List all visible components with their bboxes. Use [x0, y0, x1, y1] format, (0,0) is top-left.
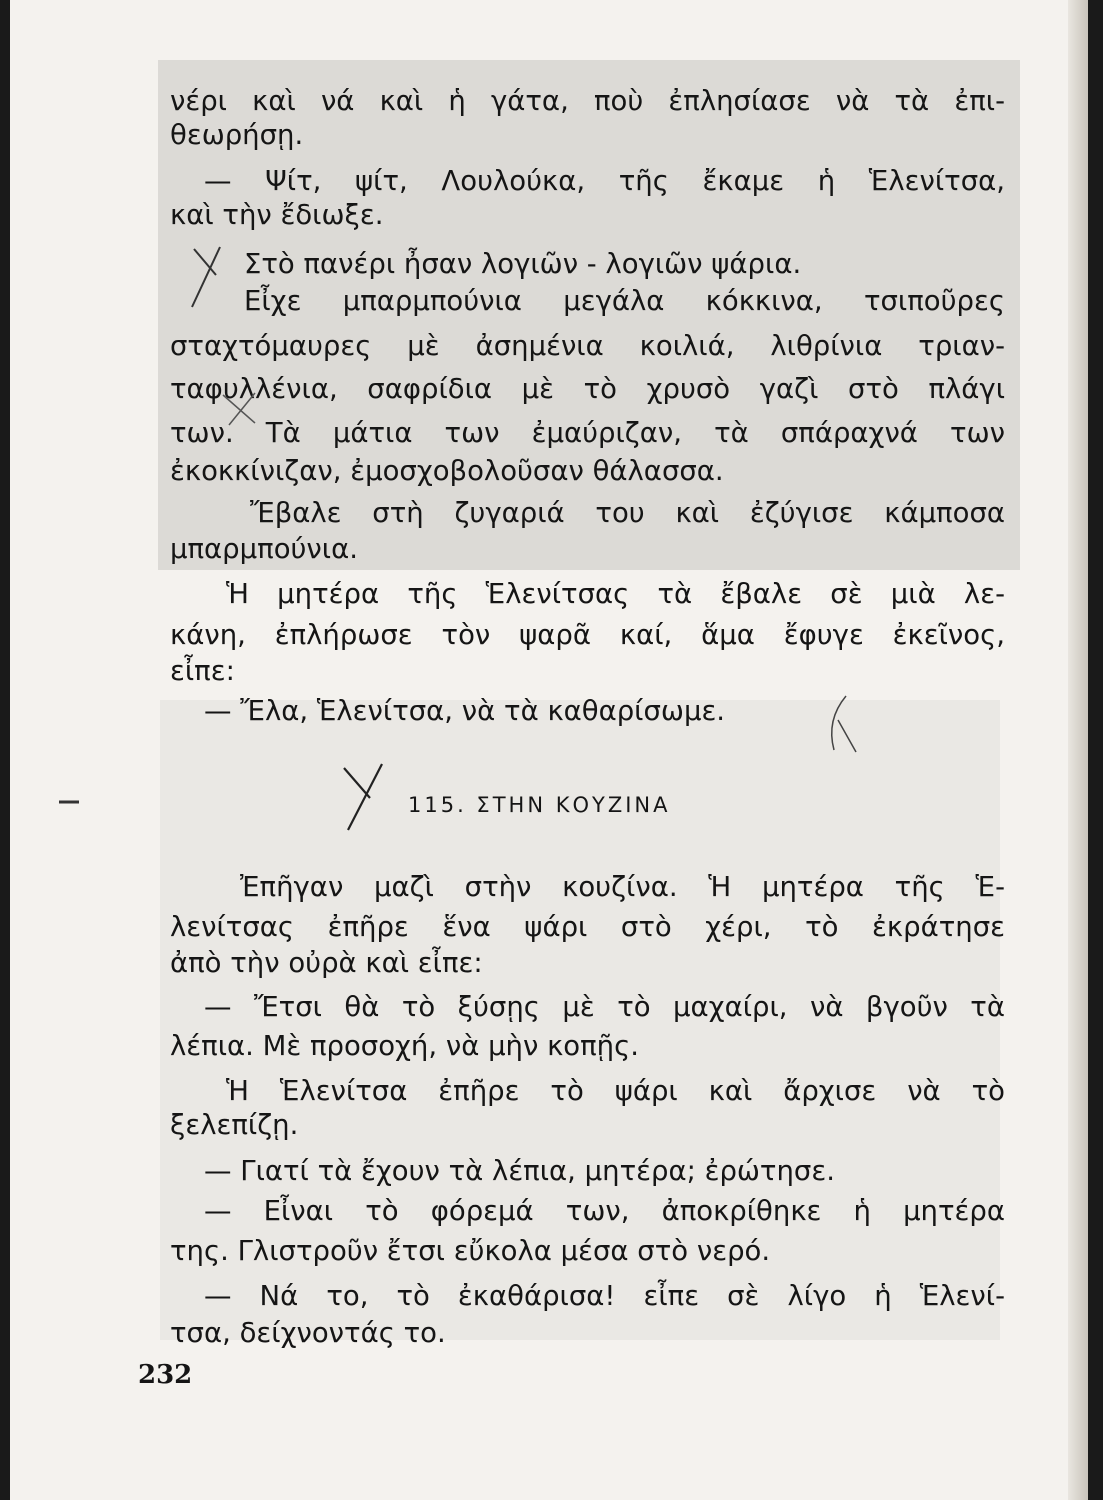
text-line: ἀπὸ τὴν οὐρὰ καὶ εἶπε: [170, 947, 483, 979]
text-line: εἶπε: [170, 655, 235, 687]
text-line: — Ψίτ, ψίτ, Λουλούκα, τῆς ἔκαμε ἡ Ἑλενίτσα, [204, 165, 1005, 197]
text-line: της. Γλιστροῦν ἔτσι εὔκολα μέσα στὸ νερό. [170, 1235, 771, 1267]
text-line: κάνη, ἐπλήρωσε τὸν ψαρᾶ καί, ἅμα ἔφυγε ἐκεῖνος, [170, 619, 1005, 651]
page-edge [1068, 0, 1088, 1500]
text-line: των. Τὰ μάτια των ἐμαύριζαν, τὰ σπάραχνά των [170, 417, 1005, 449]
text-line: λενίτσας ἐπῆρε ἕνα ψάρι στὸ χέρι, τὸ ἐκράτησε [170, 911, 1005, 943]
text-line: Εἶχε μπαρμπούνια μεγάλα κόκκινα, τσιποῦρες [244, 285, 1005, 317]
text-line: Ἐπῆγαν μαζὶ στὴν κουζίνα. Ἡ μητέρα τῆς Ἑ- [240, 871, 1005, 903]
text-line: — Ἔτσι θὰ τὸ ξύσῃς μὲ τὸ μαχαίρι, νὰ βγοῦν τὰ [204, 991, 1005, 1023]
ink-speck-icon [55, 790, 85, 814]
text-line: — Νά το, τὸ ἐκαθάρισα! εἶπε σὲ λίγο ἡ Ἑλενί- [204, 1280, 1005, 1312]
text-line: λέπια. Μὲ προσοχή, νὰ μὴν κοπῇς. [170, 1030, 639, 1062]
text-line: σταχτόμαυρες μὲ ἀσημένια κοιλιά, λιθρίνια τριαν- [170, 330, 1005, 362]
text-line: ξελεπίζῃ. [170, 1109, 299, 1141]
text-line: καὶ τὴν ἔδιωξε. [170, 199, 384, 231]
text-line: ταφυλλένια, σαφρίδια μὲ τὸ χρυσὸ γαζὶ στὸ πλάγι [170, 373, 1005, 405]
section-heading: 115. ΣΤΗΝ ΚΟΥΖΙΝΑ [408, 793, 671, 817]
page-number: 232 [138, 1360, 193, 1390]
pencil-x-mark-icon [186, 235, 236, 315]
text-line: Ἔβαλε στὴ ζυγαριά του καὶ ἐζύγισε κάμποσα [250, 497, 1005, 529]
pencil-x-mark-icon [330, 758, 400, 838]
text-line: θεωρήσῃ. [170, 119, 304, 151]
pencil-bracket-mark-icon [816, 690, 866, 760]
text-line: — Γιατί τὰ ἔχουν τὰ λέπια, μητέρα; ἐρώτησε. [204, 1155, 835, 1187]
text-line: μπαρμπούνια. [170, 533, 358, 565]
text-line: Ἡ μητέρα τῆς Ἑλενίτσας τὰ ἔβαλε σὲ μιὰ λε- [226, 578, 1005, 610]
text-line: Στὸ πανέρι ἦσαν λογιῶν - λογιῶν ψάρια. [244, 248, 802, 280]
text-line: — Εἶναι τὸ φόρεμά των, ἀποκρίθηκε ἡ μητέρα [204, 1195, 1005, 1227]
text-line: Ἡ Ἑλενίτσα ἐπῆρε τὸ ψάρι καὶ ἄρχισε νὰ τὸ [226, 1075, 1005, 1107]
text-line: νέρι καὶ νά καὶ ἡ γάτα, ποὺ ἐπλησίασε νὰ τὰ ἐπι- [170, 85, 1005, 117]
text-line: ἐκοκκίνιζαν, ἐμοσχοβολοῦσαν θάλασσα. [170, 455, 724, 487]
book-page [10, 0, 1088, 1500]
text-line: — Ἔλα, Ἑλενίτσα, νὰ τὰ καθαρίσωμε. [204, 695, 726, 727]
pencil-x-mark-icon [215, 385, 275, 435]
text-line: τσα, δείχνοντάς το. [170, 1317, 446, 1349]
